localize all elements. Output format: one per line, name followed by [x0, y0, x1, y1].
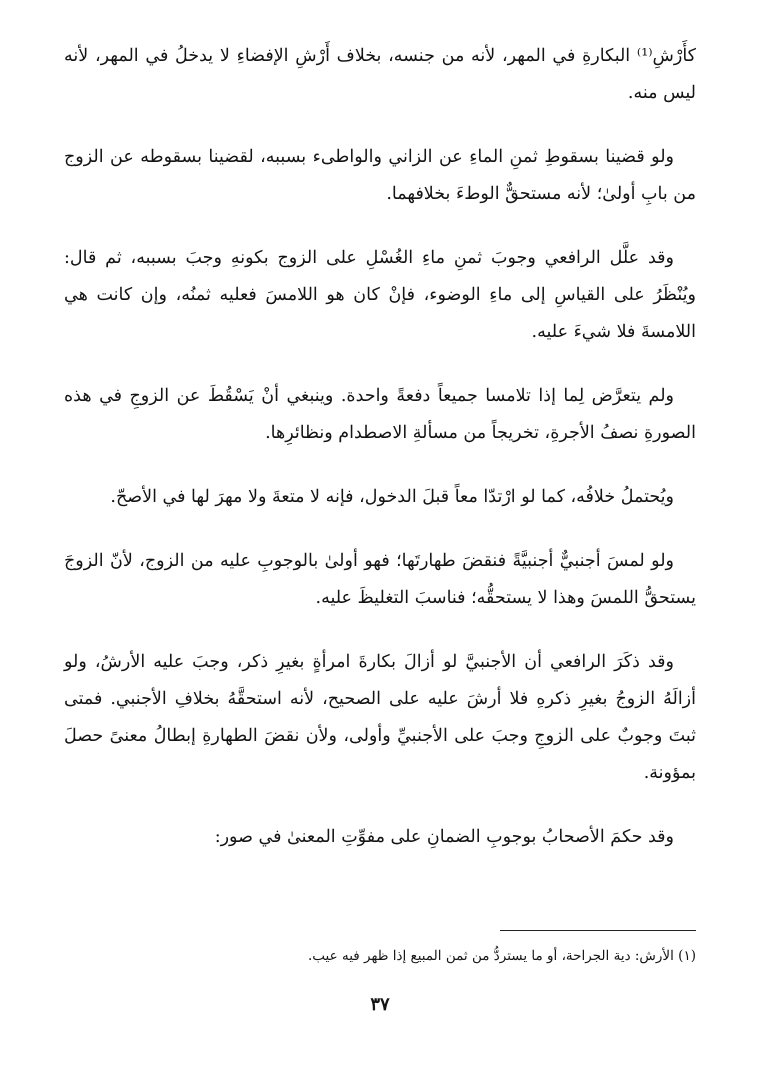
- paragraph-3: وقد علَّل الرافعي وجوبَ ثمنِ ماءِ الغُسْلِ على الزوج بكونهِ وجبَ بسببه، ثم قال: ويُنْظَرُ على القياسِ إلى ماءِ الوضوء، فإنْ كان هو اللامسَ فعليه ثمنُه، وإن كانت هي اللامسةَ فلا شيءَ عليه.: [64, 248, 696, 342]
- footnote-divider: [500, 930, 696, 931]
- paragraph-4: ولم يتعرَّض لِما إذا تلامسا جميعاً دفعةً واحدة. وينبغي أنْ يَسْقُطَ عن الزوجِ في هذه الصورةِ نصفُ الأجرةِ، تخريجاً من مسألةِ الاصطدام ونظائرِها.: [64, 386, 696, 443]
- paragraph-7: وقد ذكَرَ الرافعي أن الأجنبيَّ لو أزالَ بكارةَ امرأةٍ بغيرِ ذكر، وجبَ عليه الأرشُ، ولو أزالَهُ الزوجُ بغيرِ ذكرهِ فلا أرشَ عليه على الصحيح، لأنه استحقَّهُ بخلافِ الأجنبي. فمتى ثبتَ وجوبٌ على الزوجِ وجبَ على الأجنبيِّ وأولى، ولأن نقضَ الطهارةِ إبطالُ معنىً حصلَ بمؤونة.: [64, 652, 696, 783]
- footnote: (١) الأرش: دية الجراحة، أو ما يستردُّ من ثمن المبيع إذا ظهر فيه عيب.: [308, 948, 696, 964]
- paragraph-8: وقد حكمَ الأصحابُ بوجوبِ الضمانِ على مفوِّتِ المعنىٰ في صور:: [214, 827, 674, 847]
- page-number: ٣٧: [370, 994, 390, 1015]
- paragraph-5: ويُحتملُ خلافُه، كما لو ارْتدّا معاً قبلَ الدخول، فإنه لا متعةَ ولا مهرَ لها في الأصحّ.: [110, 487, 674, 507]
- paragraph-2: ولو قضينا بسقوطِ ثمنِ الماءِ عن الزاني والواطىء بسببه، لقضينا بسقوطه عن الزوج من بابِ أولىٰ؛ لأنه مستحقٌّ الوطءَ بخلافهما.: [64, 147, 696, 204]
- paragraph-6: ولو لمسَ أجنبيٌّ أجنبيَّةً فنقضَ طهارتَها؛ فهو أولىٰ بالوجوبِ عليه من الزوج، لأنّ الزوجَ يستحقُّ اللمسَ وهذا لا يستحقُّه؛ فناسبَ التغليظَ عليه.: [64, 551, 696, 608]
- paragraph-1: كأَرْشِ⁽¹⁾ البكارةِ في المهر، لأنه من جنسه، بخلاف أَرْشِ الإفضاءِ لا يدخلُ في المهر، لأنه ليس منه.: [64, 46, 696, 103]
- main-text: [64, 38, 696, 883]
